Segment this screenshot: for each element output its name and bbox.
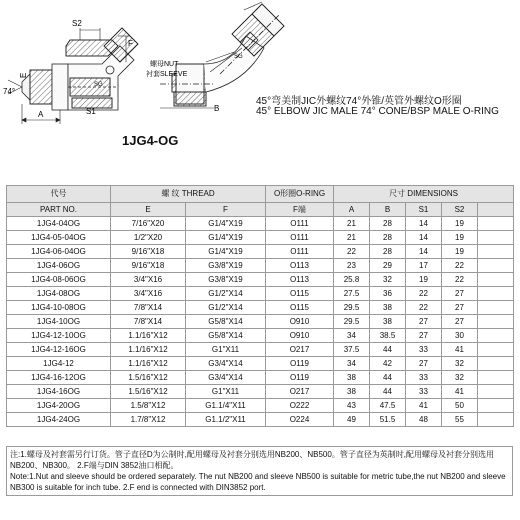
table-cell: 47.5 bbox=[370, 399, 406, 413]
table-cell: G1/2"X14 bbox=[186, 287, 266, 301]
table-cell: 34 bbox=[334, 357, 370, 371]
header-thread: 螺 纹 THREAD bbox=[111, 186, 266, 203]
a-label: A bbox=[38, 110, 44, 119]
table-cell: 42 bbox=[370, 357, 406, 371]
table-cell: 19 bbox=[442, 231, 478, 245]
table-cell: O224 bbox=[266, 413, 334, 427]
table-cell: G1/2"X14 bbox=[186, 301, 266, 315]
table-cell: G5/8"X14 bbox=[186, 329, 266, 343]
header-oring: O形圈O-RING bbox=[266, 186, 334, 203]
table-cell: G1.1/2"X11 bbox=[186, 413, 266, 427]
table-row bbox=[7, 329, 514, 343]
table-cell: 27 bbox=[442, 287, 478, 301]
table-cell: 7/8"X14 bbox=[111, 315, 186, 329]
table-cell: 3/4"X16 bbox=[111, 273, 186, 287]
table-row bbox=[7, 357, 514, 371]
table-cell: 3/4"X16 bbox=[111, 287, 186, 301]
table-cell: O111 bbox=[266, 231, 334, 245]
table-cell: 27 bbox=[406, 357, 442, 371]
table-cell: 19 bbox=[442, 217, 478, 231]
table-cell bbox=[478, 399, 514, 413]
table-cell: 1JG4-16OG bbox=[7, 385, 111, 399]
table-cell: 41 bbox=[442, 385, 478, 399]
table-cell: 22 bbox=[442, 259, 478, 273]
table-cell: 1JG4-10OG bbox=[7, 315, 111, 329]
table-cell bbox=[478, 287, 514, 301]
table-cell: 1.7/8"X12 bbox=[111, 413, 186, 427]
table-cell: G1/4"X19 bbox=[186, 217, 266, 231]
table-cell: 1JG4-08-06OG bbox=[7, 273, 111, 287]
table-cell: 38 bbox=[334, 385, 370, 399]
table-cell bbox=[478, 329, 514, 343]
table-cell: 44 bbox=[370, 371, 406, 385]
table-cell: 1.5/8"X12 bbox=[111, 399, 186, 413]
table-cell: 49 bbox=[334, 413, 370, 427]
table-cell: 28 bbox=[370, 217, 406, 231]
table-cell: 1JG4-06-04OG bbox=[7, 245, 111, 259]
table-cell: 7/16"X20 bbox=[111, 217, 186, 231]
table-cell bbox=[478, 301, 514, 315]
table-cell: 27 bbox=[406, 315, 442, 329]
table-cell: 37.5 bbox=[334, 343, 370, 357]
table-cell: 41 bbox=[442, 343, 478, 357]
table-cell: 1.5/16"X12 bbox=[111, 385, 186, 399]
spec-table bbox=[6, 185, 514, 427]
table-cell: 28 bbox=[370, 231, 406, 245]
table-row bbox=[7, 371, 514, 385]
table-cell: G1.1/4"X11 bbox=[186, 399, 266, 413]
s2-label: S2 bbox=[72, 19, 82, 28]
table-cell: O119 bbox=[266, 357, 334, 371]
header-s1: S1 bbox=[406, 203, 442, 217]
notes-chinese: 注:1.螺母及衬套需另行订货。管子直径D为公制时,配用螺母及衬套分别选用NB200、NB500。管子直径为英制时,配用螺母及衬套分别选用NB200、NB300。 2.F端与DIN 3852油口相配。 bbox=[10, 450, 495, 470]
table-cell: 1JG4-05-04OG bbox=[7, 231, 111, 245]
table-cell bbox=[478, 385, 514, 399]
table-cell: 29.5 bbox=[334, 315, 370, 329]
table-cell: 1JG4-12 bbox=[7, 357, 111, 371]
angle-label: 74° bbox=[3, 87, 16, 96]
table-cell: 22 bbox=[406, 301, 442, 315]
table-cell: 22 bbox=[334, 245, 370, 259]
left-fitting-view bbox=[22, 28, 138, 110]
table-cell: 38.5 bbox=[370, 329, 406, 343]
table-cell: G3/4"X14 bbox=[186, 357, 266, 371]
table-cell: 34 bbox=[334, 329, 370, 343]
table-cell: 32 bbox=[370, 273, 406, 287]
f-label: F bbox=[128, 39, 133, 48]
table-row bbox=[7, 413, 514, 427]
table-cell bbox=[478, 413, 514, 427]
table-cell: O113 bbox=[266, 259, 334, 273]
table-cell: 38 bbox=[370, 301, 406, 315]
table-cell: 29.5 bbox=[334, 301, 370, 315]
table-body bbox=[7, 217, 514, 427]
table-cell: O113 bbox=[266, 273, 334, 287]
table-cell: 1JG4-16-12OG bbox=[7, 371, 111, 385]
table-row bbox=[7, 259, 514, 273]
table-cell: O115 bbox=[266, 287, 334, 301]
table-cell: O115 bbox=[266, 301, 334, 315]
table-cell: G3/4"X14 bbox=[186, 371, 266, 385]
table-cell: 38 bbox=[370, 315, 406, 329]
table-cell: 9/16"X18 bbox=[111, 245, 186, 259]
notes-english: Note:1.Nut and sleeve should be ordered separately. The nut NB200 and sleeve NB500 is suitable for metric tube,the nut NB200 and sleeve NB300 is suitable for inch tube. 2.F end is connected with DIN3852 port. bbox=[10, 472, 506, 492]
table-cell: 30 bbox=[442, 329, 478, 343]
table-cell: 27 bbox=[442, 315, 478, 329]
table-row bbox=[7, 385, 514, 399]
table-row bbox=[7, 399, 514, 413]
table-cell: O910 bbox=[266, 315, 334, 329]
table-cell bbox=[478, 259, 514, 273]
header-a: A bbox=[334, 203, 370, 217]
sg-right-label: SG bbox=[234, 54, 243, 60]
header-fend: F端 bbox=[266, 203, 334, 217]
table-cell: 1.1/16"X12 bbox=[111, 329, 186, 343]
table-cell: 1JG4-12-10OG bbox=[7, 329, 111, 343]
table-cell: 23 bbox=[334, 259, 370, 273]
table-row bbox=[7, 343, 514, 357]
table-cell: 38 bbox=[334, 371, 370, 385]
s1-label: S1 bbox=[86, 107, 96, 116]
table-cell: 43 bbox=[334, 399, 370, 413]
header-part-cn: 代号 bbox=[7, 186, 111, 203]
table-cell bbox=[478, 273, 514, 287]
table-cell: 28 bbox=[370, 245, 406, 259]
table-row bbox=[7, 287, 514, 301]
table-cell: 55 bbox=[442, 413, 478, 427]
table-cell: G1"X11 bbox=[186, 343, 266, 357]
table-cell: 33 bbox=[406, 385, 442, 399]
table-cell: O111 bbox=[266, 217, 334, 231]
table-cell: 1JG4-20OG bbox=[7, 399, 111, 413]
table-cell: O217 bbox=[266, 385, 334, 399]
table-row bbox=[7, 273, 514, 287]
notes-box bbox=[6, 446, 513, 496]
table-cell: 41 bbox=[406, 399, 442, 413]
table-cell: 25.8 bbox=[334, 273, 370, 287]
table-cell: 21 bbox=[334, 231, 370, 245]
table-cell: 50 bbox=[442, 399, 478, 413]
header-e: E bbox=[111, 203, 186, 217]
table-cell: 33 bbox=[406, 343, 442, 357]
table-row bbox=[7, 217, 514, 231]
table-cell: G3/8"X19 bbox=[186, 259, 266, 273]
table-cell: 7/8"X14 bbox=[111, 301, 186, 315]
header-f: F bbox=[186, 203, 266, 217]
header-part-en: PART NO. bbox=[7, 203, 111, 217]
table-row bbox=[7, 245, 514, 259]
table-cell: O217 bbox=[266, 343, 334, 357]
table-cell: 14 bbox=[406, 231, 442, 245]
table-cell: 14 bbox=[406, 245, 442, 259]
table-cell: 29 bbox=[370, 259, 406, 273]
table-cell: 44 bbox=[370, 343, 406, 357]
table-cell: 1JG4-06OG bbox=[7, 259, 111, 273]
table-row bbox=[7, 315, 514, 329]
table-cell: 1JG4-24OG bbox=[7, 413, 111, 427]
table-cell bbox=[478, 343, 514, 357]
title-chinese: 45°弯美制JIC外螺纹74°外锥/英管外螺纹O形圈 bbox=[256, 96, 462, 107]
table-cell: 19 bbox=[442, 245, 478, 259]
table-cell: 27 bbox=[406, 329, 442, 343]
title-english: 45° ELBOW JIC MALE 74° CONE/BSP MALE O-RING bbox=[256, 106, 499, 117]
table-cell: 1.1/16"X12 bbox=[111, 343, 186, 357]
table-cell: 27 bbox=[442, 301, 478, 315]
table-cell: 9/16"X18 bbox=[111, 259, 186, 273]
table-cell: O111 bbox=[266, 245, 334, 259]
sg-left-label: SG bbox=[94, 82, 103, 88]
table-cell bbox=[478, 245, 514, 259]
table-cell: 22 bbox=[442, 273, 478, 287]
table-cell bbox=[478, 371, 514, 385]
table-cell bbox=[478, 315, 514, 329]
table-cell: G1/4"X19 bbox=[186, 245, 266, 259]
table-cell: G5/8"X14 bbox=[186, 315, 266, 329]
table-cell: 32 bbox=[442, 371, 478, 385]
table-cell: G1/4"X19 bbox=[186, 231, 266, 245]
table-cell: G3/8"X19 bbox=[186, 273, 266, 287]
table-cell bbox=[478, 231, 514, 245]
table-cell: 1JG4-10-08OG bbox=[7, 301, 111, 315]
table-cell: O222 bbox=[266, 399, 334, 413]
table-header-row-1 bbox=[7, 186, 514, 203]
table-cell: 17 bbox=[406, 259, 442, 273]
table-cell bbox=[478, 217, 514, 231]
table-cell: 36 bbox=[370, 287, 406, 301]
table-cell: 1/2"X20 bbox=[111, 231, 186, 245]
table-cell: 27.5 bbox=[334, 287, 370, 301]
b-label: B bbox=[214, 104, 220, 113]
table-cell: 51.5 bbox=[370, 413, 406, 427]
table-row bbox=[7, 231, 514, 245]
table-cell: 44 bbox=[370, 385, 406, 399]
table-cell: 1JG4-08OG bbox=[7, 287, 111, 301]
table-cell: O119 bbox=[266, 371, 334, 385]
sleeve-label: 衬套SLEEVE bbox=[146, 71, 188, 78]
model-number: 1JG4-OG bbox=[122, 133, 179, 148]
table-cell: 22 bbox=[406, 287, 442, 301]
right-fitting-view bbox=[160, 4, 284, 106]
table-cell: G1"X11 bbox=[186, 385, 266, 399]
table-cell: 1.1/16"X12 bbox=[111, 357, 186, 371]
table-cell: 32 bbox=[442, 357, 478, 371]
header-s2: S2 bbox=[442, 203, 478, 217]
table-row bbox=[7, 301, 514, 315]
technical-drawing bbox=[0, 0, 520, 185]
table-cell: 19 bbox=[406, 273, 442, 287]
table-cell: 1JG4-04OG bbox=[7, 217, 111, 231]
header-b: B bbox=[370, 203, 406, 217]
table-cell: 48 bbox=[406, 413, 442, 427]
table-cell: 14 bbox=[406, 217, 442, 231]
table-cell bbox=[478, 357, 514, 371]
nut-label: 螺母NUT bbox=[150, 61, 179, 68]
table-cell: 1JG4-12-16OG bbox=[7, 343, 111, 357]
e-label: E bbox=[19, 72, 28, 78]
header-empty bbox=[478, 203, 514, 217]
table-cell: 33 bbox=[406, 371, 442, 385]
table-cell: O910 bbox=[266, 329, 334, 343]
header-dims: 尺寸 DIMENSIONS bbox=[334, 186, 514, 203]
table-header-row-2 bbox=[7, 203, 514, 217]
table-cell: 21 bbox=[334, 217, 370, 231]
table-cell: 1.5/16"X12 bbox=[111, 371, 186, 385]
